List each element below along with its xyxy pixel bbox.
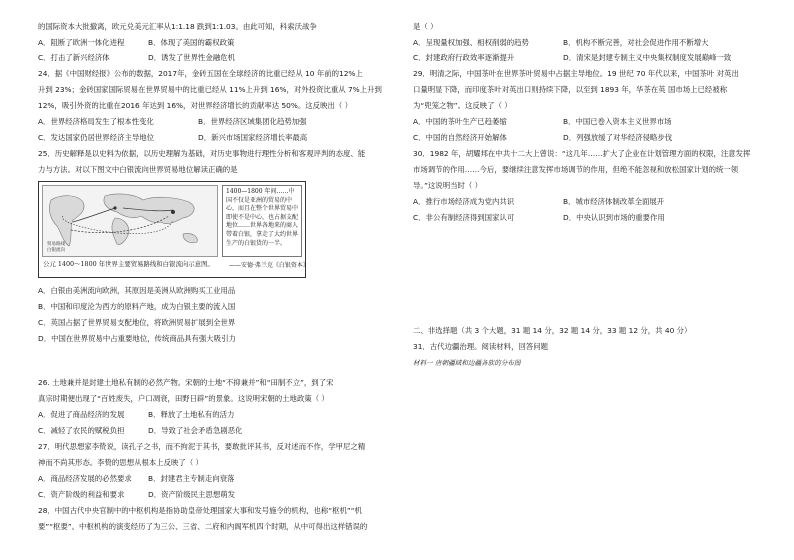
material-1-title: 材料一 唐朝疆域和边疆各族的分布图 <box>413 359 521 367</box>
section-2-heading: 二、非选择题（共 3 个大题，31 题 14 分，32 题 14 分，33 题 12 分，共 40 分） <box>413 326 692 335</box>
q25-option-b[interactable]: B．中国和印度沦为西方的原料产地，成为白银主要的流入国 <box>38 302 236 311</box>
q27-options-row-2 <box>38 490 390 500</box>
q28-stem-line-1: 28．中国古代中央官制中的中枢机构是指协助皇帝处理国家大事和发号施令的机构，也称“枢机”“机 <box>38 506 362 515</box>
q24-options-row-2 <box>38 133 390 143</box>
q24-option-d[interactable]: D．新兴市场国家经济增长率最高 <box>198 133 308 142</box>
q28-options-row-1 <box>413 38 765 48</box>
q26-option-b[interactable]: B．释放了土地私有的活力 <box>148 410 235 419</box>
q26-stem-line-2: 真宗时期便出现了“百姓废失，户口凋衰，田野日辟”的景象。这说明宋朝的土地政策（ ） <box>38 394 329 403</box>
q23-option-c[interactable]: C．打击了新兴经济体 <box>38 53 110 62</box>
q28-option-a[interactable]: A．呈现量权加强、相权削弱的趋势 <box>413 38 529 47</box>
world-map-graphic <box>43 186 217 256</box>
q25-stem-line-2: 力与方法。对以下图文中白银流向世界贸易地位解读正确的是 <box>38 165 238 174</box>
q28-option-b[interactable]: B．机构不断完善，对社会促进作用不断增大 <box>563 38 709 47</box>
q27-option-c[interactable]: C．资产阶级的利益和要求 <box>38 490 125 499</box>
q30-stem-line-3: 导。”这说明当时（ ） <box>413 181 482 190</box>
q26-stem-line-1: 26. 土地兼并是封建土地私有制的必然产物。宋朝的土地“不抑兼并”和“田制不立”，到了宋 <box>38 378 334 387</box>
q23-option-a[interactable]: A．阻断了欧洲一体化进程 <box>38 38 125 47</box>
q25-option-a[interactable]: A．白银由美洲流向欧洲，其原因是美洲从欧洲购买工业用品 <box>38 286 236 295</box>
map-legend <box>47 242 65 253</box>
world-trade-map <box>42 185 218 257</box>
q30-option-a[interactable]: A．推行市场经济成为党内共识 <box>413 197 515 206</box>
q30-option-d[interactable]: D．中央认识到市场的重要作用 <box>563 213 665 222</box>
q24-stem-line-1: 24．据《中国财经报》公布的数据，2017年，金砖五国在全球经济的比重已经从 10 年前的12%上 <box>38 69 363 78</box>
q29-option-c[interactable]: C．中国的自然经济开始解体 <box>413 133 507 142</box>
q24-stem-line-2: 升到 23%；金砖国家国际贸易在世界贸易中的比重已经从 11%上升到 16%，对外投资比重从 7%上升到 <box>38 85 382 94</box>
q30-option-c[interactable]: C．非公有制经济得到国家认可 <box>413 213 515 222</box>
silver-trade-figure <box>38 181 309 278</box>
q25-stem-line-1: 25．历史解释是以史料为依据，以历史理解为基础，对历史事物进行理性分析和客观评判的态度、能 <box>38 149 366 158</box>
legend-silver-flow: 白银流向 <box>47 247 65 253</box>
q31-stem: 31．古代边疆治理。阅读材料，回答问题 <box>413 342 549 351</box>
q28-options-row-2 <box>413 53 765 63</box>
q29-option-d[interactable]: D．列强放缓了对华经济侵略步伐 <box>563 133 673 142</box>
legend-trade-route: 贸易路线 <box>47 242 65 247</box>
q28-stem-line-2: 要”“枢要”。中枢机构的演变经历了为三公、三省、二府和内阁军机四个时期，从中可得出这样错误的 <box>38 522 368 531</box>
q30-stem-line-2: 市场调节的作用……今后，要继续注意发挥市场调节的作用，但绝不能忽视和放松国家计划的统一领 <box>413 165 739 174</box>
q25-option-d[interactable]: D．中国在世界贸易中占重要地位，传统商品具有强大吸引力 <box>38 334 236 343</box>
figure-caption: 公元 1400～1800 年世界主要贸易路线和白银流向示意图。 <box>43 260 214 268</box>
q24-options-row-1 <box>38 117 390 127</box>
q24-option-a[interactable]: A．世界经济格局发生了根本性变化 <box>38 117 154 126</box>
q24-option-b[interactable]: B．世界经济区域集团化趋势加强 <box>198 117 307 126</box>
q27-options-row-1 <box>38 474 390 484</box>
q28-option-d[interactable]: D．清宋是封建专制主义中央集权制度发展巅峰一致 <box>563 53 732 62</box>
q24-stem-line-3: 12%，吸引外资的比重在2016 年达到 16%，对世界经济增长的贡献率达 50%。这反映出（ ） <box>38 101 352 110</box>
q29-stem-line-3: 为“兜笼之物”。这反映了（ ） <box>413 101 512 110</box>
q28-option-c[interactable]: C．封建政府行政效率逐渐提升 <box>413 53 515 62</box>
q24-option-c[interactable]: C．发达国家仍居世界经济主导地位 <box>38 133 155 142</box>
q29-option-a[interactable]: A．中国的茶叶生产已趋萎缩 <box>413 117 507 126</box>
quote-source: ——安德·弗兰克《白银资本》 <box>229 262 309 269</box>
q26-option-d[interactable]: D．导致了社会矛盾急剧恶化 <box>148 426 243 435</box>
q30-stem-line-1: 30．1982 年，胡耀邦在中共十二大上曾说：“这几年……扩大了企业在计划管理方面的权限，注意发挥 <box>413 149 751 158</box>
q30-options-row-2 <box>413 213 765 223</box>
q26-options-row-2 <box>38 426 390 436</box>
q23-options-row-2 <box>38 53 390 63</box>
q27-option-d[interactable]: D．资产阶级民主思想萌发 <box>148 490 235 499</box>
q29-options-row-2 <box>413 133 765 143</box>
q29-stem-line-2: 口量明显下降，而印度茶叶对英出口则持续下降，以至到 1893 年，华茶在英 国市场上已经被称 <box>413 85 728 94</box>
q27-option-b[interactable]: B．封建君主专制走向衰落 <box>148 474 235 483</box>
q25-option-c[interactable]: C．英国占据了世界贸易支配地位，将欧洲贸易扩展到全世界 <box>38 318 236 327</box>
q29-option-b[interactable]: B．中国已卷入资本主义世界市场 <box>563 117 672 126</box>
q29-options-row-1 <box>413 117 765 127</box>
q27-option-a[interactable]: A．商品经济发展的必然要求 <box>38 474 132 483</box>
q30-option-b[interactable]: B．城市经济体制改革全面展开 <box>563 197 665 206</box>
q26-options-row-1 <box>38 410 390 420</box>
q23-option-d[interactable]: D．诱发了世界性金融危机 <box>148 53 235 62</box>
q26-option-c[interactable]: C．减轻了农民的赋税负担 <box>38 426 125 435</box>
frank-quote: 1400—1800 年间……中国不仅是亚洲的贸易的中心，而且在整个世界贸易中即使不是中心，也占据支配地位……世界各地来的商人带着白银，拿走了大约世界生产的白银货的一半。 <box>222 185 302 257</box>
q23-option-b[interactable]: B．体现了美国的霸权政策 <box>148 38 235 47</box>
q28-stem-tail: 是（ ） <box>413 22 438 31</box>
q29-stem-line-1: 29．明清之际，中国茶叶在世界茶叶贸易中占据主导地位。19 世纪 70 年代以来，中国茶叶 对英出 <box>413 69 739 78</box>
q27-stem-line-2: 神而不尚其形态。李贽的思想从根本上反映了（ ） <box>38 458 203 467</box>
q23-stem-tail: 的国际资本大批撤离，欧元兑美元汇率从1:1.18 跌到1:1.03。由此可知，科索沃战争 <box>38 22 317 31</box>
q23-options-row-1 <box>38 38 390 48</box>
q30-options-row-1 <box>413 197 765 207</box>
q26-option-a[interactable]: A．促进了商品经济的发展 <box>38 410 125 419</box>
q27-stem-line-1: 27．明代思想家李贽说，读孔子之书，而不拘泥于其书，要敢批评其书，反对述而不作，学甲尼之精 <box>38 442 366 451</box>
